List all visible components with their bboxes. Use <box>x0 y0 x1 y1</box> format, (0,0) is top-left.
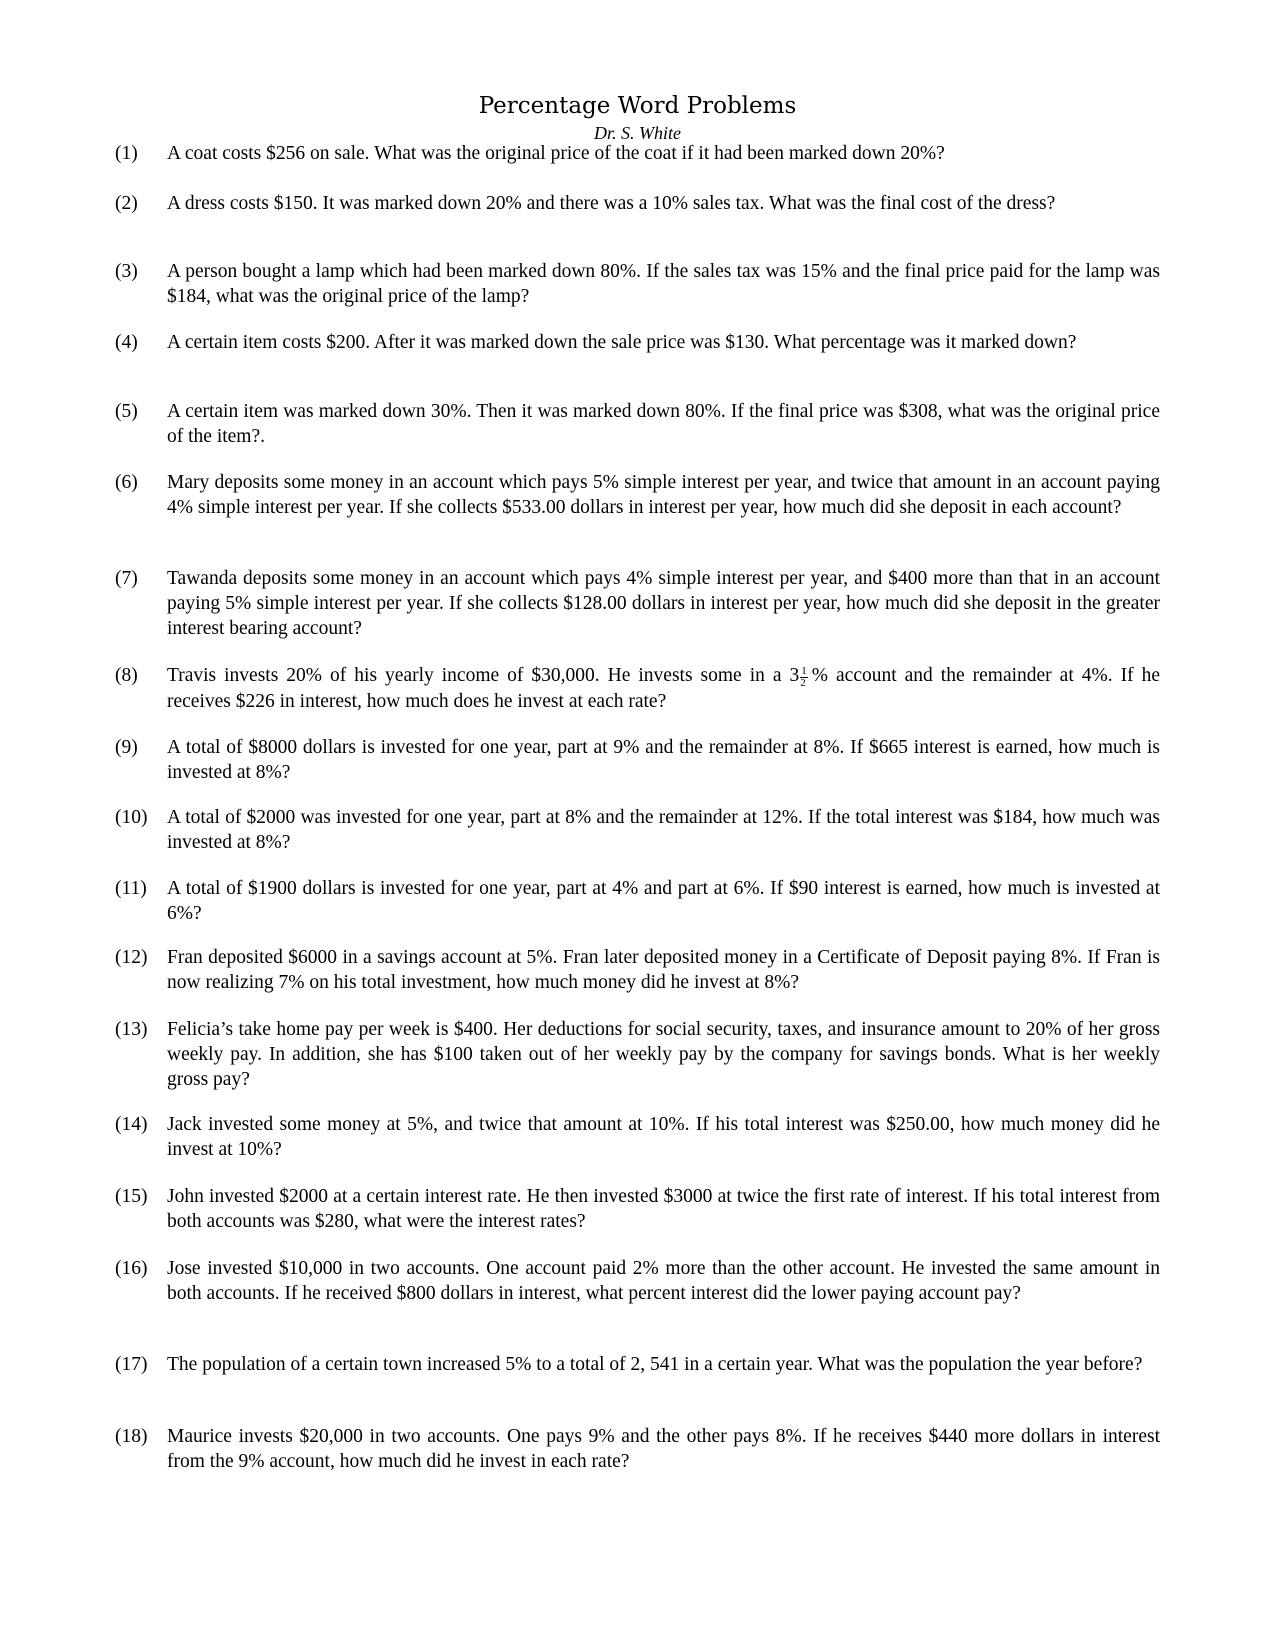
problem-text: John invested $2000 at a certain interest rate. He then invested $3000 at twice the first rate of interest. If his total interest from both accounts was $280, what were the interest rates? <box>167 1186 1160 1232</box>
problem-number: (2) <box>115 193 138 214</box>
problem-item <box>115 191 1160 216</box>
problem-text: Jack invested some money at 5%, and twice that amount at 10%. If his total interest was $250.00, how much money did he invest at 10%? <box>167 1114 1160 1160</box>
problem-text: A certain item was marked down 30%. Then it was marked down 80%. If the final price was $308, what was the original price of the item?. <box>167 401 1160 447</box>
fraction-one-half <box>800 666 808 689</box>
problem-text: A total of $2000 was invested for one year, part at 8% and the remainder at 12%. If the total interest was $184, how much was invested at 8%? <box>167 807 1160 853</box>
problem-number: (3) <box>115 261 138 282</box>
problem-item <box>115 330 1160 355</box>
problem-text: Fran deposited $6000 in a savings account at 5%. Fran later deposited money in a Certificate of Deposit paying 8%. If Fran is now realizing 7% on his total investment, how much money did he invest at 8%? <box>167 947 1160 993</box>
problem-number: (4) <box>115 332 138 353</box>
problem-number: (17) <box>115 1354 148 1375</box>
problem-item <box>115 663 1160 714</box>
problem-item <box>115 566 1160 641</box>
problem-text: A certain item costs $200. After it was marked down the sale price was $130. What percentage was it marked down? <box>167 332 1077 353</box>
problem-item <box>115 1352 1160 1377</box>
page-title: Percentage Word Problems <box>478 93 797 119</box>
problem-item <box>115 1112 1160 1162</box>
fraction-denominator: 2 <box>800 676 806 689</box>
problem-text: Felicia’s take home pay per week is $400. Her deductions for social security, taxes, and insurance amount to 20% of her gross weekly pay. In addition, she has $100 taken out of her weekly pay by the company for savings bonds. What is her weekly gross pay? <box>167 1019 1160 1090</box>
problem-item <box>115 141 1160 166</box>
problem-item <box>115 1184 1160 1234</box>
problem-text: The population of a certain town increased 5% to a total of 2, 541 in a certain year. What was the population the year before? <box>167 1354 1143 1375</box>
problem-item <box>115 876 1160 926</box>
problem-text: A total of $8000 dollars is invested for one year, part at 9% and the remainder at 8%. If $665 interest is earned, how much is invested at 8%? <box>167 737 1160 783</box>
problem-text: A coat costs $256 on sale. What was the original price of the coat if it had been marked down 20%? <box>167 143 945 164</box>
problem-item <box>115 470 1160 520</box>
problem-number: (13) <box>115 1019 148 1040</box>
problem-text-before: Travis invests 20% of his yearly income of $30,000. He invests some in a 3 <box>167 665 800 686</box>
problem-number: (11) <box>115 878 147 899</box>
problem-text: Tawanda deposits some money in an account which pays 4% simple interest per year, and $400 more than that in an account paying 5% simple interest per year. If she collects $128.00 dollars in interest per year, how much did she deposit in the greater interest bearing account? <box>167 568 1160 639</box>
problem-text: Maurice invests $20,000 in two accounts. One pays 9% and the other pays 8%. If he receives $440 more dollars in interest from the 9% account, how much did he invest in each rate? <box>167 1426 1160 1472</box>
problem-item <box>115 1017 1160 1092</box>
problem-text: Mary deposits some money in an account which pays 5% simple interest per year, and twice that amount in an account paying 4% simple interest per year. If she collects $533.00 dollars in interest per year, how much did she deposit in each account? <box>167 472 1160 518</box>
problem-item <box>115 399 1160 449</box>
problem-item <box>115 945 1160 995</box>
problem-number: (15) <box>115 1186 148 1207</box>
problem-text: A dress costs $150. It was marked down 20% and there was a 10% sales tax. What was the final cost of the dress? <box>167 193 1056 214</box>
problem-number: (6) <box>115 472 138 493</box>
problem-text: A person bought a lamp which had been marked down 80%. If the sales tax was 15% and the final price paid for the lamp was $184, what was the original price of the lamp? <box>167 261 1160 307</box>
problem-item <box>115 1424 1160 1474</box>
problem-text <box>167 663 1160 714</box>
problem-item <box>115 259 1160 309</box>
problem-number: (12) <box>115 947 148 968</box>
problem-item <box>115 805 1160 855</box>
problem-number: (18) <box>115 1426 148 1447</box>
problem-number: (5) <box>115 401 138 422</box>
problem-item <box>115 735 1160 785</box>
author-line: Dr. S. White <box>594 123 681 143</box>
problem-number: (8) <box>115 665 138 686</box>
problem-number: (7) <box>115 568 138 589</box>
problem-number: (9) <box>115 737 138 758</box>
problem-number: (14) <box>115 1114 148 1135</box>
problem-number: (1) <box>115 143 138 164</box>
problem-number: (10) <box>115 807 148 828</box>
fraction-numerator: 1 <box>801 664 807 677</box>
problem-text-after: % account and the remainder at 4%. If he receives $226 in interest, how much does he invest at each rate? <box>167 665 1160 712</box>
problem-item <box>115 1256 1160 1306</box>
problem-number: (16) <box>115 1258 148 1279</box>
problem-text: A total of $1900 dollars is invested for one year, part at 4% and part at 6%. If $90 interest is earned, how much is invested at 6%? <box>167 878 1160 924</box>
problem-text: Jose invested $10,000 in two accounts. One account paid 2% more than the other account. He invested the same amount in both accounts. If he received $800 dollars in interest, what percent interest did the lower paying account pay? <box>167 1258 1160 1304</box>
